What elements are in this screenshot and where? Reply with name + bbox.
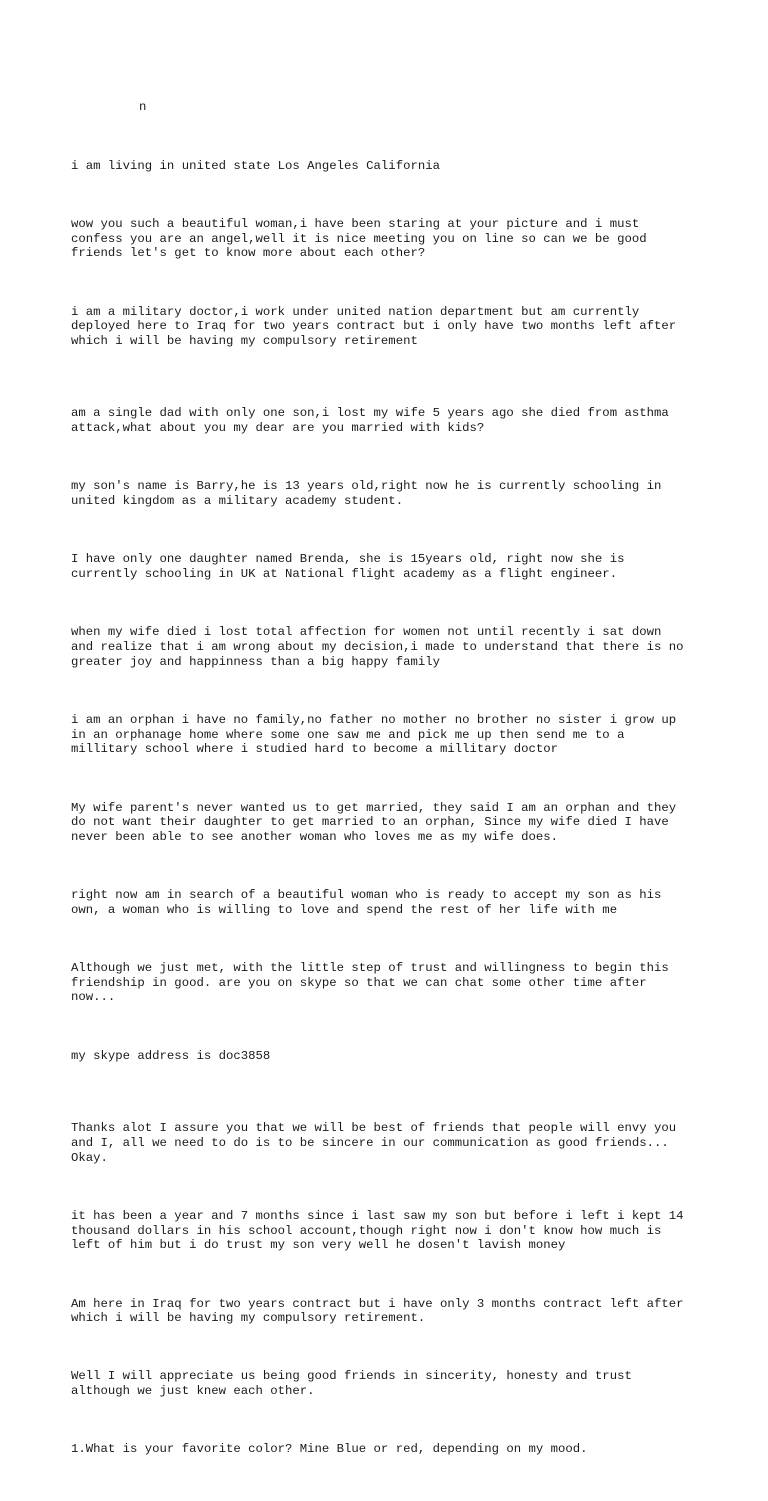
paragraph-thanks: Thanks alot I assure you that we will be best of friends that people will envy you and I, all we need to do is to be sincere in our communication as good friends... Okay. — [71, 1121, 677, 1165]
paragraph-contract: Am here in Iraq for two years contract but i have only 3 months contract left after which i will be having my compulsory retirement. — [71, 1296, 684, 1326]
paragraph-compliment: wow you such a beautiful woman,i have been staring at your picture and i must confess you are an angel,well it is nice meeting you on line so can we be good friends let's get to know more about each other? — [71, 216, 647, 261]
document-body — [71, 71, 731, 1501]
paragraph-search: right now am in search of a beautiful woman who is ready to accept my son as his own, a woman who is willing to love and spend the rest of her life with me — [71, 888, 662, 917]
paragraph-single-dad: am a single dad with only one son,i lost my wife 5 years ago she died from asthma attack,what about you my dear are you married with kids? — [71, 406, 669, 436]
paragraph-orphan: i am an orphan i have no family,no father no mother no brother no sister i grow up in an orphanage home where some one saw me and pick me up then send me to a millitary school where i studied hard to become a millitary doctor — [71, 712, 677, 757]
paragraph-wife-parents: My wife parent's never wanted us to get married, they said I am an orphan and they do not want their daughter to get married to an orphan, Since my wife died I have never been able to see another woman who loves me as my wife does. — [71, 800, 677, 844]
paragraph-heading-letter: n — [139, 100, 147, 115]
paragraph-affection: when my wife died i lost total affection for women not until recently i sat down and realize that i am wrong about my decision,i made to understand that there is no greater joy and happinness than a big happy family — [71, 625, 684, 669]
paragraph-skype-question: Although we just met, with the little step of trust and willingness to begin this friendship in good. are you on skype so that we can chat some other time after now... — [71, 961, 669, 1005]
paragraph-son: my son's name is Barry,he is 13 years old,right now he is currently schooling in united kingdom as a military academy student. — [71, 479, 662, 509]
paragraph-location: i am living in united state Los Angeles California — [71, 158, 440, 173]
paragraph-occupation: i am a military doctor,i work under united nation department but am currently deployed here to Iraq for two years contract but i only have two months left after which i will be having my compulsory retirement — [71, 304, 677, 348]
paragraph-daughter: I have only one daughter named Brenda, she is 15years old, right now she is currently schooling in UK at National flight academy as a flight engineer. — [71, 552, 625, 581]
paragraph-friendship: Well I will appreciate us being good friends in sincerity, honesty and trust although we just knew each other. — [71, 1369, 632, 1399]
paragraph-skype-address: my skype address is doc3858 — [71, 1048, 271, 1063]
paragraph-school-account: it has been a year and 7 months since i last saw my son but before i left i kept 14 thousand dollars in his school account,though right now i don't know how much is left of him but i do trust my son very well he dosen't lavish money — [71, 1208, 684, 1253]
paragraph-favorite-color: 1.What is your favorite color? Mine Blue or red, depending on my mood. — [71, 1442, 588, 1457]
